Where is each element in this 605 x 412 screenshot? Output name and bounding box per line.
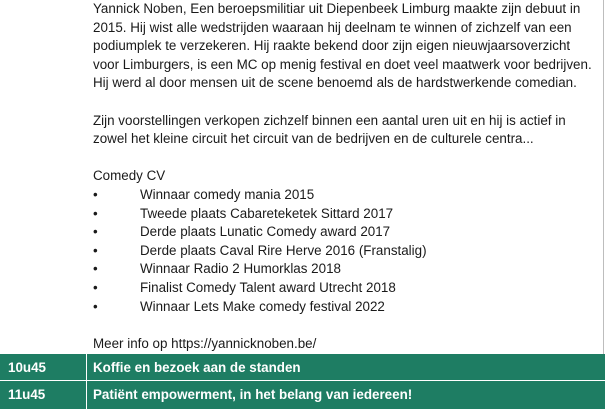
paragraph-gap bbox=[93, 93, 598, 112]
list-item bbox=[93, 223, 598, 242]
more-info-link: Meer info op https://yannicknoben.be/ bbox=[93, 335, 317, 351]
bullet-icon: • bbox=[93, 186, 98, 202]
bullet-icon: • bbox=[93, 261, 98, 277]
list-item bbox=[93, 279, 598, 298]
schedule-row bbox=[0, 354, 605, 381]
schedule-time: 11u45 bbox=[8, 387, 46, 402]
bio-line: Yannick Noben, Een beroepsmilitiar uit Diepenbeek Limburg maakte zijn debuut in bbox=[93, 1, 581, 16]
bullet-icon: • bbox=[93, 298, 98, 314]
bullet-icon: • bbox=[93, 242, 98, 258]
schedule-row bbox=[0, 381, 605, 410]
paragraph-gap bbox=[93, 316, 598, 335]
list-item bbox=[93, 205, 598, 224]
schedule-table bbox=[0, 354, 605, 410]
cv-item-text: Winnaar Radio 2 Humorklas 2018 bbox=[140, 261, 341, 277]
list-item bbox=[93, 260, 598, 279]
list-item bbox=[93, 298, 598, 317]
bullet-icon: • bbox=[93, 205, 98, 221]
bullet-icon: • bbox=[93, 279, 98, 295]
paragraph-gap bbox=[93, 149, 598, 168]
cv-item-text: Winnaar comedy mania 2015 bbox=[140, 186, 315, 202]
cv-item-text: Derde plaats Lunatic Comedy award 2017 bbox=[140, 224, 391, 240]
bio-line: podiumplek te verzekeren. Hij raakte bekend door zijn eigen nieuwjaarsoverzicht bbox=[93, 38, 571, 54]
list-item bbox=[93, 242, 598, 261]
bio-line: zowel het kleine circuit het circuit van de bedrijven en de culturele centra... bbox=[93, 131, 534, 147]
bio-line: voor Limburgers, is een MC op menig festival en doet veel maatwerk voor bedrijven. bbox=[93, 56, 592, 72]
cv-item-text: Tweede plaats Cabareteketek Sittard 2017 bbox=[140, 205, 394, 221]
bio-section bbox=[93, 0, 598, 353]
schedule-title: Patiënt empowerment, in het belang van iedereen! bbox=[93, 387, 413, 402]
bullet-icon: • bbox=[93, 224, 98, 240]
column-divider bbox=[86, 354, 87, 380]
bio-line: 2015. Hij wist alle wedstrijden waaraan hij deelnam te winnen of zichzelf van een bbox=[93, 19, 572, 35]
cv-heading: Comedy CV bbox=[93, 168, 166, 184]
bio-line: Hij werd al door mensen uit de scene benoemd als de hardstwerkende comedian. bbox=[93, 75, 577, 91]
table-right-border bbox=[603, 0, 604, 354]
list-item bbox=[93, 186, 598, 205]
bio-line: Zijn voorstellingen verkopen zichzelf binnen een aantal uren uit en hij is actief in bbox=[93, 112, 566, 128]
bio-paragraph-1 bbox=[93, 0, 598, 93]
schedule-time: 10u45 bbox=[8, 360, 46, 375]
cv-list bbox=[93, 186, 598, 316]
cv-item-text: Derde plaats Caval Rire Herve 2016 (Franstalig) bbox=[140, 242, 427, 258]
cv-item-text: Winnaar Lets Make comedy festival 2022 bbox=[140, 298, 385, 314]
bio-paragraph-2 bbox=[93, 112, 598, 149]
cv-item-text: Finalist Comedy Talent award Utrecht 2018 bbox=[140, 279, 396, 295]
column-divider bbox=[86, 381, 87, 409]
schedule-title: Koffie en bezoek aan de standen bbox=[93, 360, 301, 375]
